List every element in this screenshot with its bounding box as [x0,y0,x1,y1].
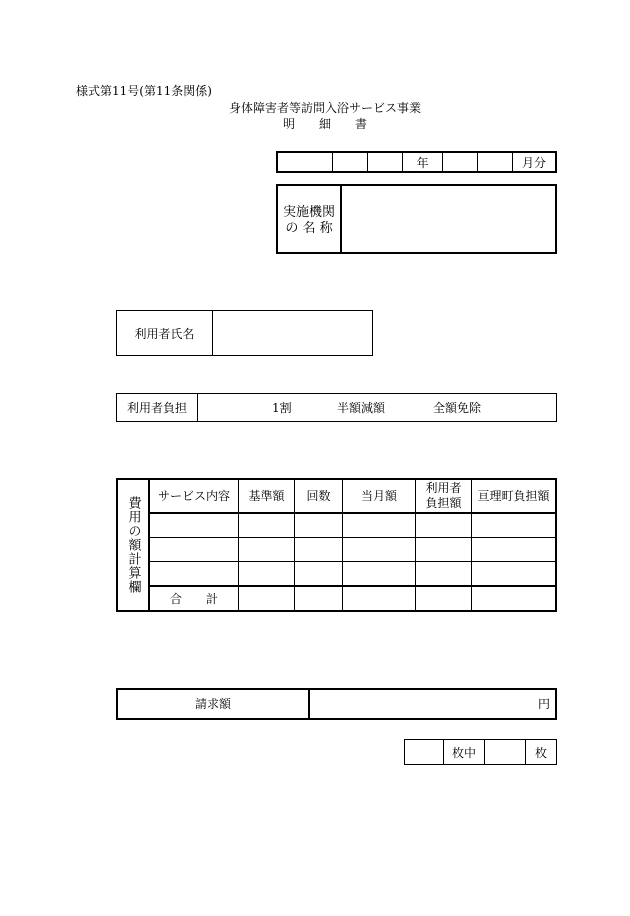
cell[interactable] [295,562,343,587]
sheet-number-field[interactable] [485,740,526,765]
header-count: 回数 [295,479,343,513]
document-title: 身体障害者等訪問入浴サービス事業 [228,101,421,115]
sheet-label: 枚 [526,740,557,765]
claim-divider [308,690,310,718]
date-row [276,151,557,173]
user-name-row [116,310,373,356]
cell[interactable] [149,562,239,587]
cell[interactable] [343,513,416,538]
total-label: 合 計 [149,586,239,611]
cell[interactable] [295,513,343,538]
header-user-burden-text: 利用者負担額 [425,480,462,510]
total-base-amount[interactable] [239,586,295,611]
cell[interactable] [149,513,239,538]
header-month-amount: 当月額 [343,479,416,513]
sheet-total-field[interactable] [405,740,444,765]
cell[interactable] [239,562,295,587]
header-user-burden [416,479,472,513]
cell[interactable] [343,537,416,562]
era-cell[interactable] [277,152,333,172]
cell[interactable] [416,537,472,562]
table-row [117,513,556,538]
header-base-amount: 基準額 [239,479,295,513]
burden-row [116,393,557,422]
cell[interactable] [239,513,295,538]
cost-side-label: 費用の額計算欄 [125,496,141,594]
burden-option-10pct[interactable]: 1割 [272,401,292,415]
claim-amount-field[interactable] [312,690,551,718]
cost-table [116,478,557,612]
burden-label: 利用者負担 [117,394,198,422]
institution-label-cell [278,186,342,252]
cell[interactable] [472,513,557,538]
claim-box [116,688,557,720]
user-name-field[interactable] [213,311,373,356]
user-name-label: 利用者氏名 [117,311,213,356]
year-label: 年 [403,152,443,172]
form-number: 様式第11号(第11条関係) [76,84,212,98]
year-digit-1[interactable] [333,152,368,172]
claim-unit: 円 [538,697,551,711]
sheet-of-label: 枚中 [444,740,485,765]
month-digit-1[interactable] [443,152,478,172]
cost-side-label-cell [117,479,149,611]
table-row [117,562,556,587]
total-month-amount[interactable] [343,586,416,611]
month-label: 月分 [512,152,556,172]
cell[interactable] [416,513,472,538]
institution-label-line2: の 名 称 [285,221,333,236]
header-service: サービス内容 [149,479,239,513]
claim-label: 請求額 [194,697,231,711]
cell[interactable] [416,562,472,587]
header-town-burden: 亘理町負担額 [472,479,557,513]
cell[interactable] [239,537,295,562]
total-town-burden[interactable] [472,586,557,611]
sheet-count-row [404,739,557,765]
cell[interactable] [472,537,557,562]
cell[interactable] [343,562,416,587]
institution-label-line1: 実施機関 [282,205,335,220]
document-subtitle: 明 細 書 [282,117,367,131]
table-row [117,537,556,562]
burden-option-full-exemption[interactable]: 全額免除 [433,401,482,415]
cell[interactable] [472,562,557,587]
total-user-burden[interactable] [416,586,472,611]
burden-option-half[interactable]: 半額減額 [337,401,386,415]
total-row [117,586,556,611]
cell[interactable] [149,537,239,562]
cell[interactable] [295,537,343,562]
total-count[interactable] [295,586,343,611]
month-digit-2[interactable] [478,152,513,172]
burden-options [198,394,557,422]
institution-box [276,184,557,254]
year-digit-2[interactable] [368,152,403,172]
